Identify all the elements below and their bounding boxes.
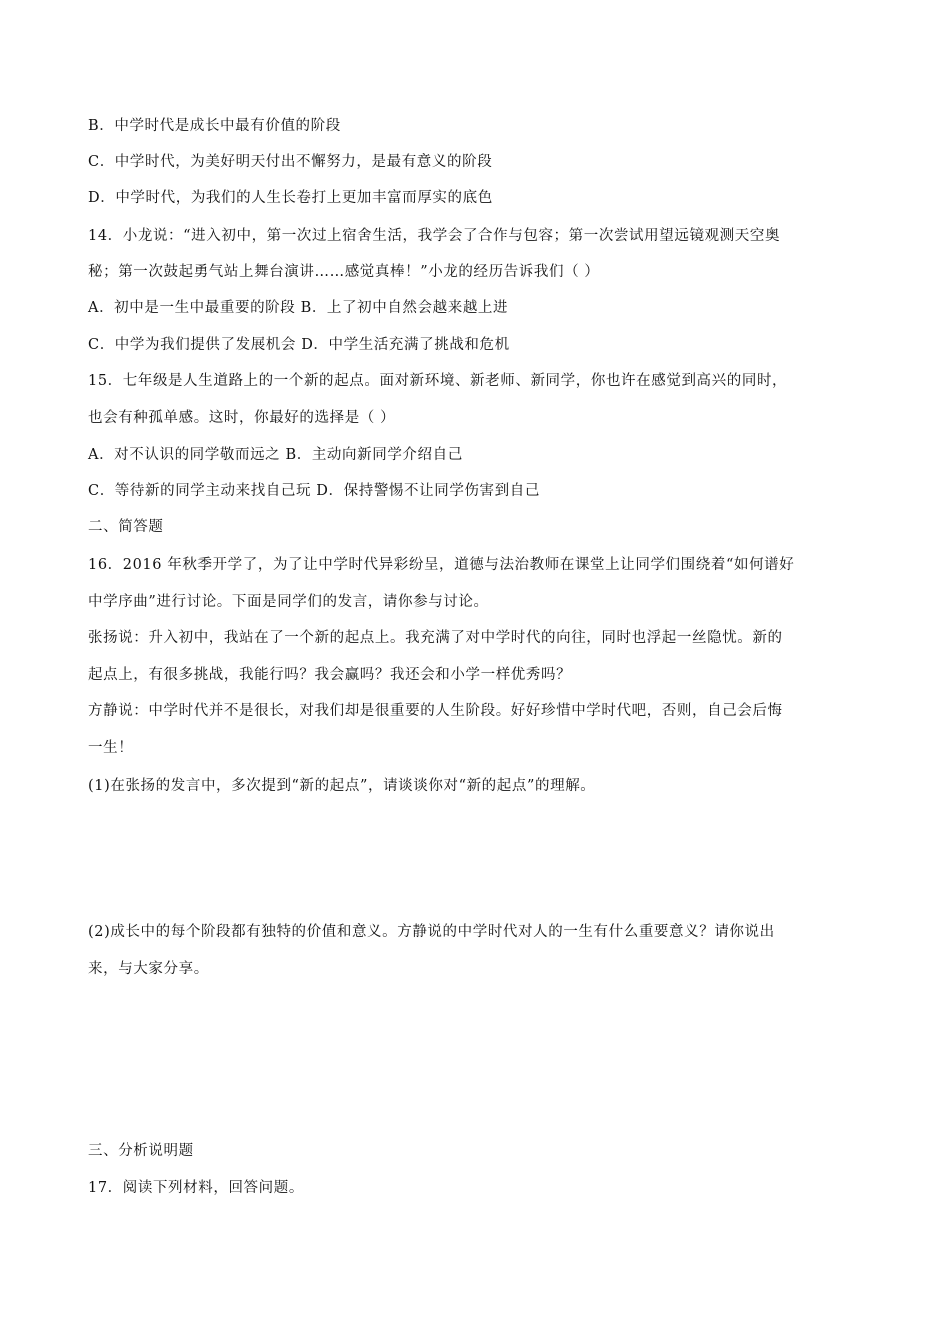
options-14-cd: C．中学为我们提供了发展机会 D．中学生活充满了挑战和危机 (88, 337, 510, 353)
question-16-line-2: 中学序曲”进行讨论。下面是同学们的发言，请你参与讨论。 (88, 594, 489, 610)
option-13-c: C．中学时代，为美好明天付出不懈努力，是最有意义的阶段 (88, 154, 493, 170)
question-15-line-2: 也会有种孤单感。这时，你最好的选择是（ ） (88, 410, 396, 426)
fangjing-statement-line-2: 一生！ (88, 740, 134, 756)
option-13-d: D．中学时代，为我们的人生长卷打上更加丰富而厚实的底色 (88, 190, 493, 206)
fangjing-statement-line-1: 方静说：中学时代并不是很长，对我们却是很重要的人生阶段。好好珍惜中学时代吧，否则，自己会后悔 (88, 703, 783, 719)
sub-question-2-line-2: 来，与大家分享。 (88, 961, 209, 977)
sub-question-2-line-1: (2)成长中的每个阶段都有独特的价值和意义。方静说的中学时代对人的一生有什么重要意义？请你说出 (88, 924, 775, 940)
question-17: 17．阅读下列材料，回答问题。 (88, 1180, 304, 1196)
option-13-b: B．中学时代是成长中最有价值的阶段 (88, 118, 341, 134)
zhangyang-statement-line-1: 张扬说：升入初中，我站在了一个新的起点上。我充满了对中学时代的向往，同时也浮起一丝隐忧。新的 (88, 630, 783, 646)
options-14-ab: A．初中是一生中最重要的阶段 B．上了初中自然会越来越上进 (88, 300, 509, 316)
zhangyang-statement-line-2: 起点上，有很多挑战，我能行吗？我会赢吗？我还会和小学一样优秀吗？ (88, 667, 572, 683)
question-16-line-1: 16．2016 年秋季开学了，为了让中学时代异彩纷呈，道德与法治教师在课堂上让同学们围绕着“如何谱好 (88, 557, 795, 573)
sub-question-1: (1)在张扬的发言中，多次提到“新的起点”，请谈谈你对“新的起点”的理解。 (88, 778, 596, 794)
options-15-ab: A．对不认识的同学敬而远之 B．主动向新同学介绍自己 (88, 447, 463, 463)
section-2-heading: 二、简答题 (88, 519, 164, 535)
question-14-line-2: 秘；第一次鼓起勇气站上舞台演讲……感觉真棒！”小龙的经历告诉我们（ ） (88, 264, 600, 280)
options-15-cd: C．等待新的同学主动来找自己玩 D．保持警惕不让同学伤害到自己 (88, 483, 540, 499)
question-15-line-1: 15．七年级是人生道路上的一个新的起点。面对新环境、新老师、新同学，你也许在感觉到高兴的同时， (88, 373, 788, 389)
section-3-heading: 三、分析说明题 (88, 1143, 194, 1159)
question-14-line-1: 14．小龙说：“进入初中，第一次过上宿舍生活，我学会了合作与包容；第一次尝试用望远镜观测天空奥 (88, 228, 781, 244)
